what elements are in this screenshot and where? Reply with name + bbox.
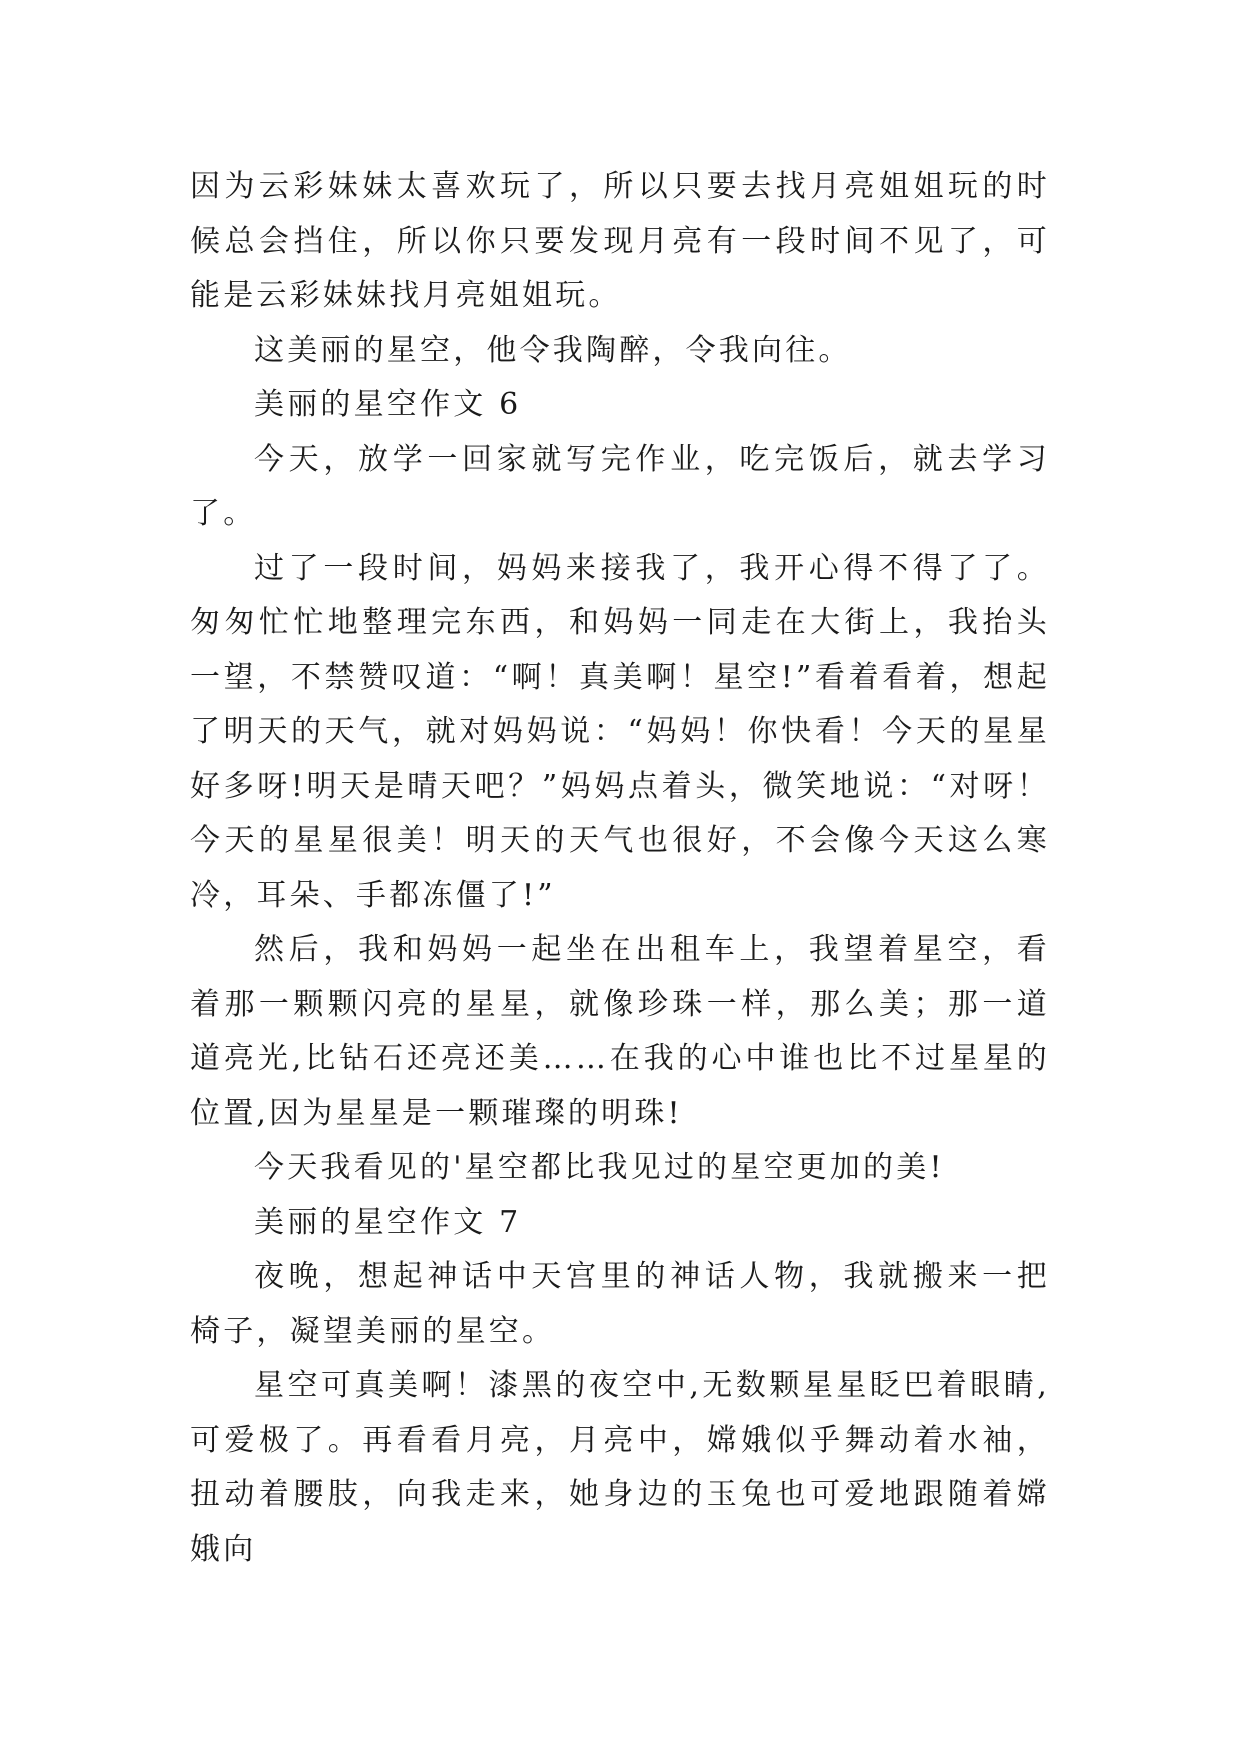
paragraph: 今天我看见的'星空都比我见过的星空更加的美! <box>254 1150 945 1185</box>
paragraph: 因为云彩妹妹太喜欢玩了，所以只要去找月亮姐姐玩的时候总会挡住，所以你只要发现月亮有一段时间不见了，可能是云彩妹妹找月亮姐姐玩。 <box>190 169 1050 313</box>
paragraph: 这美丽的星空，他令我陶醉，令我向往。 <box>254 332 852 368</box>
document-body <box>190 160 1050 1577</box>
paragraph: 夜晚，想起神话中天宫里的神话人物，我就搬来一把椅子，凝望美丽的星空。 <box>190 1259 1050 1349</box>
paragraph: 然后，我和妈妈一起坐在出租车上，我望着星空，看着那一颗颗闪亮的星星，就像珍珠一样，那么美；那一道道亮光,比钻石还亮还美……在我的心中谁也比不过星星的位置,因为星星是一颗璀璨的明珠! <box>190 932 1050 1131</box>
essay-heading: 美丽的星空作文 6 <box>254 387 522 422</box>
paragraph: 过了一段时间，妈妈来接我了，我开心得不得了了。匆匆忙忙地整理完东西，和妈妈一同走在大街上，我抬头一望，不禁赞叹道：“啊！真美啊！星空!”看着看着，想起了明天的天气，就对妈妈说：“妈妈！你快看！今天的星星好多呀!明天是晴天吧？”妈妈点着头，微笑地说：“对呀！今天的星星很美！明天的天气也很好，不会像今天这么寒冷，耳朵、手都冻僵了!” <box>190 550 1050 913</box>
essay-heading: 美丽的星空作文 7 <box>254 1204 522 1240</box>
paragraph: 星空可真美啊！漆黑的夜空中,无数颗星星眨巴着眼睛,可爱极了。再看看月亮，月亮中，嫦娥似乎舞动着水袖，扭动着腰肢，向我走来，她身边的玉兔也可爱地跟随着嫦娥向 <box>190 1368 1050 1567</box>
paragraph: 今天，放学一回家就写完作业，吃完饭后，就去学习了。 <box>190 441 1050 531</box>
